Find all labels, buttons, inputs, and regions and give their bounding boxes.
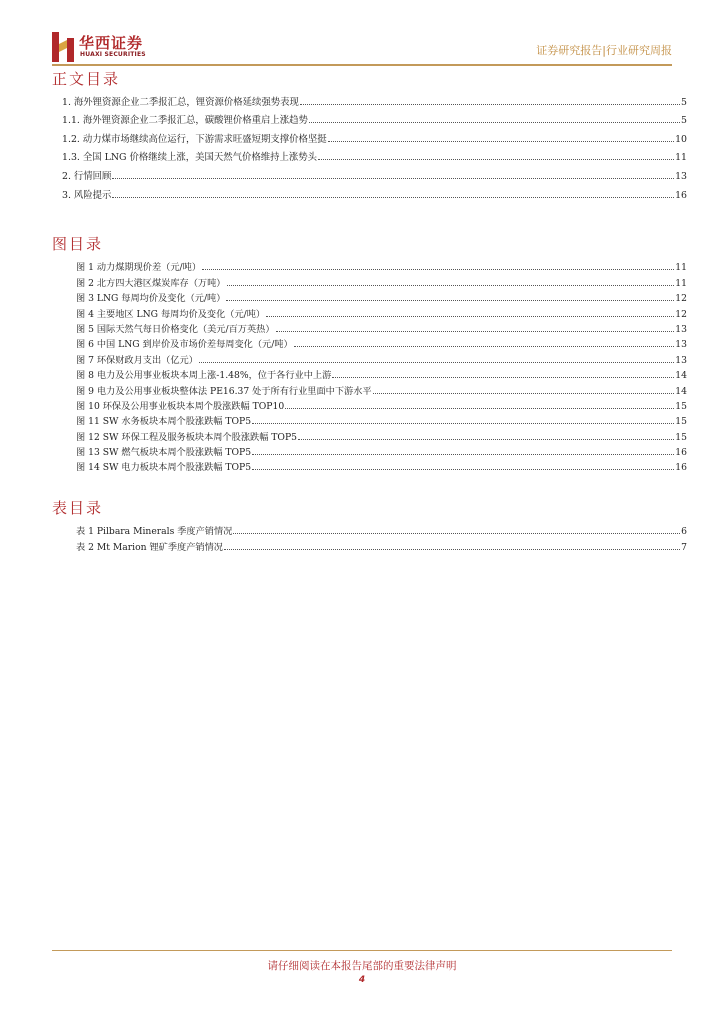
table-entry-text: 表 1 Pilbara Minerals 季度产销情况: [76, 526, 233, 538]
figure-entry[interactable]: [76, 289, 687, 304]
leader-dots: [252, 423, 674, 424]
figure-entry-page: 11: [675, 262, 687, 274]
leader-dots: [233, 533, 680, 534]
figure-entry-page: 15: [675, 416, 687, 428]
figure-entry[interactable]: [76, 273, 687, 288]
toc-entry-text: 1. 海外锂资源企业二季报汇总，锂资源价格延续强势表现: [62, 96, 299, 108]
figure-entry-page: 13: [675, 323, 687, 335]
toc-entry-text: 1.1. 海外锂资源企业二季报汇总，碳酸锂价格重启上涨趋势: [62, 115, 308, 127]
toc-entry-page: 13: [675, 170, 687, 182]
logo-chinese-name: 华西证券: [79, 34, 144, 52]
toc-entry-page: 5: [681, 96, 687, 108]
leader-dots: [252, 454, 674, 455]
figure-entry-page: 12: [675, 308, 687, 320]
toc-entry-text: 3. 风险提示: [62, 189, 112, 201]
leader-dots: [294, 346, 675, 347]
figure-entry-text: 图 4 主要地区 LNG 每周均价及变化（元/吨）: [76, 308, 266, 320]
table-entry[interactable]: [76, 537, 687, 552]
leader-dots: [276, 331, 675, 332]
figure-entry-page: 11: [675, 277, 687, 289]
figure-entry-page: 14: [675, 370, 687, 382]
figure-entry[interactable]: [76, 443, 687, 458]
figure-entry[interactable]: [76, 381, 687, 396]
page-number: 4: [358, 975, 366, 985]
figure-entry[interactable]: [76, 350, 687, 365]
toc-entry[interactable]: [62, 126, 687, 145]
figure-entry[interactable]: [76, 412, 687, 427]
figure-entry-text: 图 3 LNG 每周均价及变化（元/吨）: [76, 293, 226, 305]
leader-dots: [285, 408, 674, 409]
toc-entry-page: 16: [675, 189, 687, 201]
leader-dots: [199, 362, 674, 363]
leader-dots: [373, 393, 675, 394]
figure-entry-page: 13: [675, 354, 687, 366]
toc-entry-page: 11: [675, 152, 687, 164]
figure-entry-text: 图 11 SW 水务板块本周个股涨跌幅 TOP5: [76, 416, 252, 428]
figure-entry[interactable]: [76, 366, 687, 381]
leader-dots: [202, 269, 674, 270]
toc-entry-text: 2. 行情回顾: [62, 170, 112, 182]
header-divider: [52, 64, 672, 66]
figure-entry-page: 16: [675, 462, 687, 474]
toc-entry[interactable]: [62, 89, 687, 108]
toc-entry[interactable]: [62, 108, 687, 127]
figure-entry-page: 12: [675, 293, 687, 305]
huaxi-logo-icon: [52, 32, 74, 62]
toc-title: 正文目录: [52, 70, 121, 88]
toc-entry-text: 1.2. 动力煤市场继续高位运行，下游需求旺盛短期支撑价格坚挺: [62, 133, 327, 145]
figure-entry[interactable]: [76, 304, 687, 319]
figure-entry-text: 图 7 环保财政月支出（亿元）: [76, 354, 198, 366]
figure-entry-page: 16: [675, 447, 687, 459]
tables-list: [76, 522, 687, 553]
leader-dots: [298, 439, 674, 440]
leader-dots: [227, 285, 675, 286]
figure-entry-text: 图 9 电力及公用事业板块整体法 PE16.37 处于所有行业里面中下游水平: [76, 385, 372, 397]
figures-title: 图目录: [52, 235, 104, 253]
figure-entry-text: 图 6 中国 LNG 到岸价及市场价差每周变化（元/吨）: [76, 339, 293, 351]
figure-entry[interactable]: [76, 320, 687, 335]
toc-entry[interactable]: [62, 182, 687, 201]
document-type-label: 证券研究报告|行业研究周报: [536, 44, 672, 57]
leader-dots: [226, 300, 674, 301]
leader-dots: [266, 316, 674, 317]
figure-entry-text: 图 1 动力煤期现价差（元/吨）: [76, 262, 202, 274]
figure-entry-text: 图 14 SW 电力板块本周个股涨跌幅 TOP5: [76, 462, 252, 474]
toc-entry-page: 10: [675, 133, 687, 145]
figures-list: [76, 258, 687, 473]
leader-dots: [252, 469, 674, 470]
footer-divider: [52, 950, 672, 951]
figure-entry[interactable]: [76, 335, 687, 350]
table-entry[interactable]: [76, 522, 687, 537]
figure-entry-page: 14: [675, 385, 687, 397]
leader-dots: [309, 122, 680, 123]
figure-entry-page: 15: [675, 400, 687, 412]
leader-dots: [112, 197, 674, 198]
leader-dots: [328, 141, 674, 142]
toc-entry-page: 5: [681, 115, 687, 127]
figure-entry-text: 图 12 SW 环保工程及服务板块本周个股涨跌幅 TOP5: [76, 431, 297, 443]
table-entry-page: 6: [681, 526, 687, 538]
figure-entry-text: 图 8 电力及公用事业板块本周上涨-1.48%，位于各行业中上游: [76, 370, 332, 382]
table-entry-text: 表 2 Mt Marion 锂矿季度产销情况: [76, 541, 223, 553]
figure-entry[interactable]: [76, 258, 687, 273]
leader-dots: [318, 159, 674, 160]
leader-dots: [224, 549, 680, 550]
figure-entry-text: 图 13 SW 燃气板块本周个股涨跌幅 TOP5: [76, 447, 252, 459]
toc-list: [62, 89, 687, 201]
figure-entry-page: 13: [675, 339, 687, 351]
toc-entry-text: 1.3. 全国 LNG 价格继续上涨，美国天然气价格维持上涨势头: [62, 152, 317, 164]
tables-title: 表目录: [52, 499, 104, 517]
table-entry-page: 7: [681, 541, 687, 553]
leader-dots: [112, 178, 674, 179]
figure-entry-text: 图 10 环保及公用事业板块本周个股涨跌幅 TOP10: [76, 400, 285, 412]
leader-dots: [332, 377, 674, 378]
figure-entry-page: 15: [675, 431, 687, 443]
figure-entry[interactable]: [76, 397, 687, 412]
figure-entry[interactable]: [76, 458, 687, 473]
legal-disclaimer: 请仔细阅读在本报告尾部的重要法律声明: [267, 960, 457, 972]
toc-entry[interactable]: [62, 163, 687, 182]
page-header: [52, 30, 672, 66]
toc-entry[interactable]: [62, 145, 687, 164]
figure-entry-text: 图 5 国际天然气每日价格变化（美元/百万英热）: [76, 323, 275, 335]
leader-dots: [300, 104, 680, 105]
figure-entry[interactable]: [76, 427, 687, 442]
logo-english-name: HUAXI SECURITIES: [80, 51, 146, 58]
figure-entry-text: 图 2 北方四大港区煤炭库存（万吨）: [76, 277, 226, 289]
